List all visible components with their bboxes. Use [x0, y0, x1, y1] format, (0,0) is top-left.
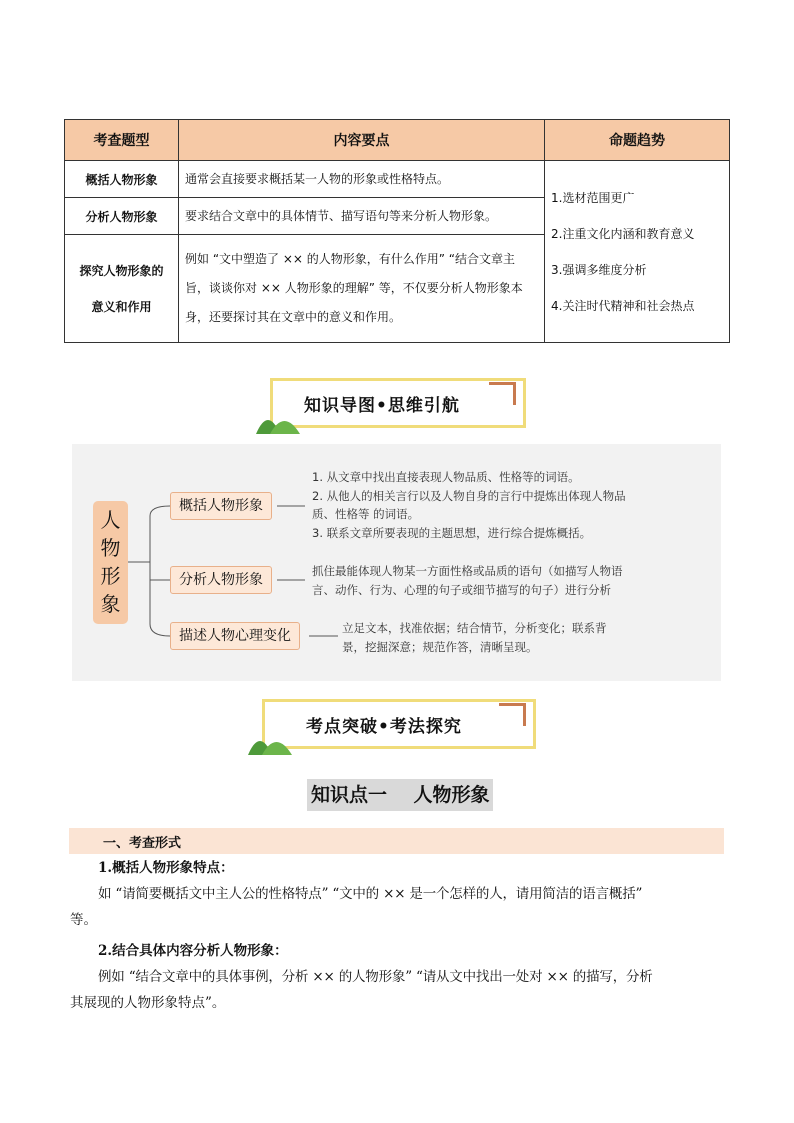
exam-form-content — [70, 855, 725, 1016]
section-bar — [69, 828, 724, 854]
leaf-line: 言、动作、行为、心理的句子或细节描写的句子）进行分析 — [312, 582, 611, 597]
paragraph-line: 例如 “结合文章中的具体事例，分析 ×× 的人物形象” “请从文中找出一处对 ×× 的描写，分析 — [98, 969, 653, 985]
paragraph-line: 其展现的人物形象特点”。 — [70, 995, 226, 1011]
branch-analyze-character: 分析人物形象 — [170, 566, 272, 594]
row-content: 通常会直接要求概括某一人物的形象或性格特点。 — [179, 161, 545, 198]
trend-item: 1.选材范围更广 — [551, 190, 635, 205]
paragraph-line: 等。 — [70, 912, 97, 928]
corner-mark-icon — [499, 703, 526, 726]
section-banner-exam-points — [256, 697, 536, 749]
row-type — [65, 235, 179, 343]
row-type-line: 意义和作用 — [91, 299, 152, 314]
table-row — [65, 161, 730, 198]
mind-map — [72, 444, 721, 681]
section-title: 一、考查形式 — [103, 836, 182, 851]
banner-title: 知识导图•思维引航 — [304, 396, 460, 416]
leaf-line: 质、性格等 的词语。 — [312, 507, 420, 521]
table-header-row — [65, 120, 730, 161]
header-trend: 命题趋势 — [545, 120, 730, 161]
banner-title: 考点突破•考法探究 — [306, 717, 462, 737]
leaf-line: 景，挖掘深意；规范作答，清晰呈现。 — [342, 639, 538, 654]
trend-item: 4.关注时代精神和社会热点 — [551, 298, 695, 313]
leaf-line: 抓住最能体现人物某一方面性格或品质的语句（如描写人物语 — [312, 564, 623, 578]
row-type-line: 探究人物形象的 — [79, 263, 164, 278]
hill-icon — [248, 725, 294, 755]
leaf-line: 3. 联系文章所要表现的主题思想，进行综合提炼概括。 — [312, 525, 592, 540]
row-content: 例如 “文中塑造了 ×× 的人物形象，有什么作用” “结合文章主旨，谈谈你对 ×× 人物形象的理解” 等，不仅要分析人物形象本身，还要探讨其在文章中的意义和作用。 — [179, 235, 545, 343]
mind-map-root: 人物形象 — [93, 501, 128, 624]
row-content: 要求结合文章中的具体情节、描写语句等来分析人物形象。 — [179, 198, 545, 235]
leaf-line: 1. 从文章中找出直接表现人物品质、性格等的词语。 — [312, 470, 580, 484]
branch-psychology-details — [342, 619, 607, 656]
trend-cell — [545, 161, 730, 343]
exam-type-table — [64, 119, 730, 343]
header-content: 内容要点 — [179, 120, 545, 161]
section-banner-mindmap — [264, 376, 526, 428]
branch-summarize-details — [312, 468, 626, 542]
branch-summarize-character: 概括人物形象 — [170, 492, 272, 520]
header-type: 考查题型 — [65, 120, 179, 161]
item-title: 2.结合具体内容分析人物形象： — [98, 943, 288, 959]
paragraph-line: 如 “请简要概括文中主人公的性格特点” “文中的 ×× 是一个怎样的人，请用简洁的语言概括” — [98, 886, 643, 902]
trend-item: 3.强调多维度分析 — [551, 262, 647, 277]
hill-icon — [256, 404, 302, 434]
leaf-line: 2. 从他人的相关言行以及人物自身的言行中提炼出体现人物品 — [312, 488, 626, 503]
branch-describe-psychology: 描述人物心理变化 — [170, 622, 300, 650]
branch-analyze-details — [312, 562, 623, 599]
trend-item: 2.注重文化内涵和教育意义 — [551, 226, 695, 241]
leaf-line: 立足文本，找准依据；结合情节，分析变化；联系背 — [342, 621, 607, 635]
item-title: 1.概括人物形象特点： — [98, 860, 234, 876]
corner-mark-icon — [489, 382, 516, 405]
row-type: 分析人物形象 — [65, 198, 179, 235]
knowledge-point-heading: 知识点一 人物形象 — [307, 779, 493, 811]
row-type: 概括人物形象 — [65, 161, 179, 198]
